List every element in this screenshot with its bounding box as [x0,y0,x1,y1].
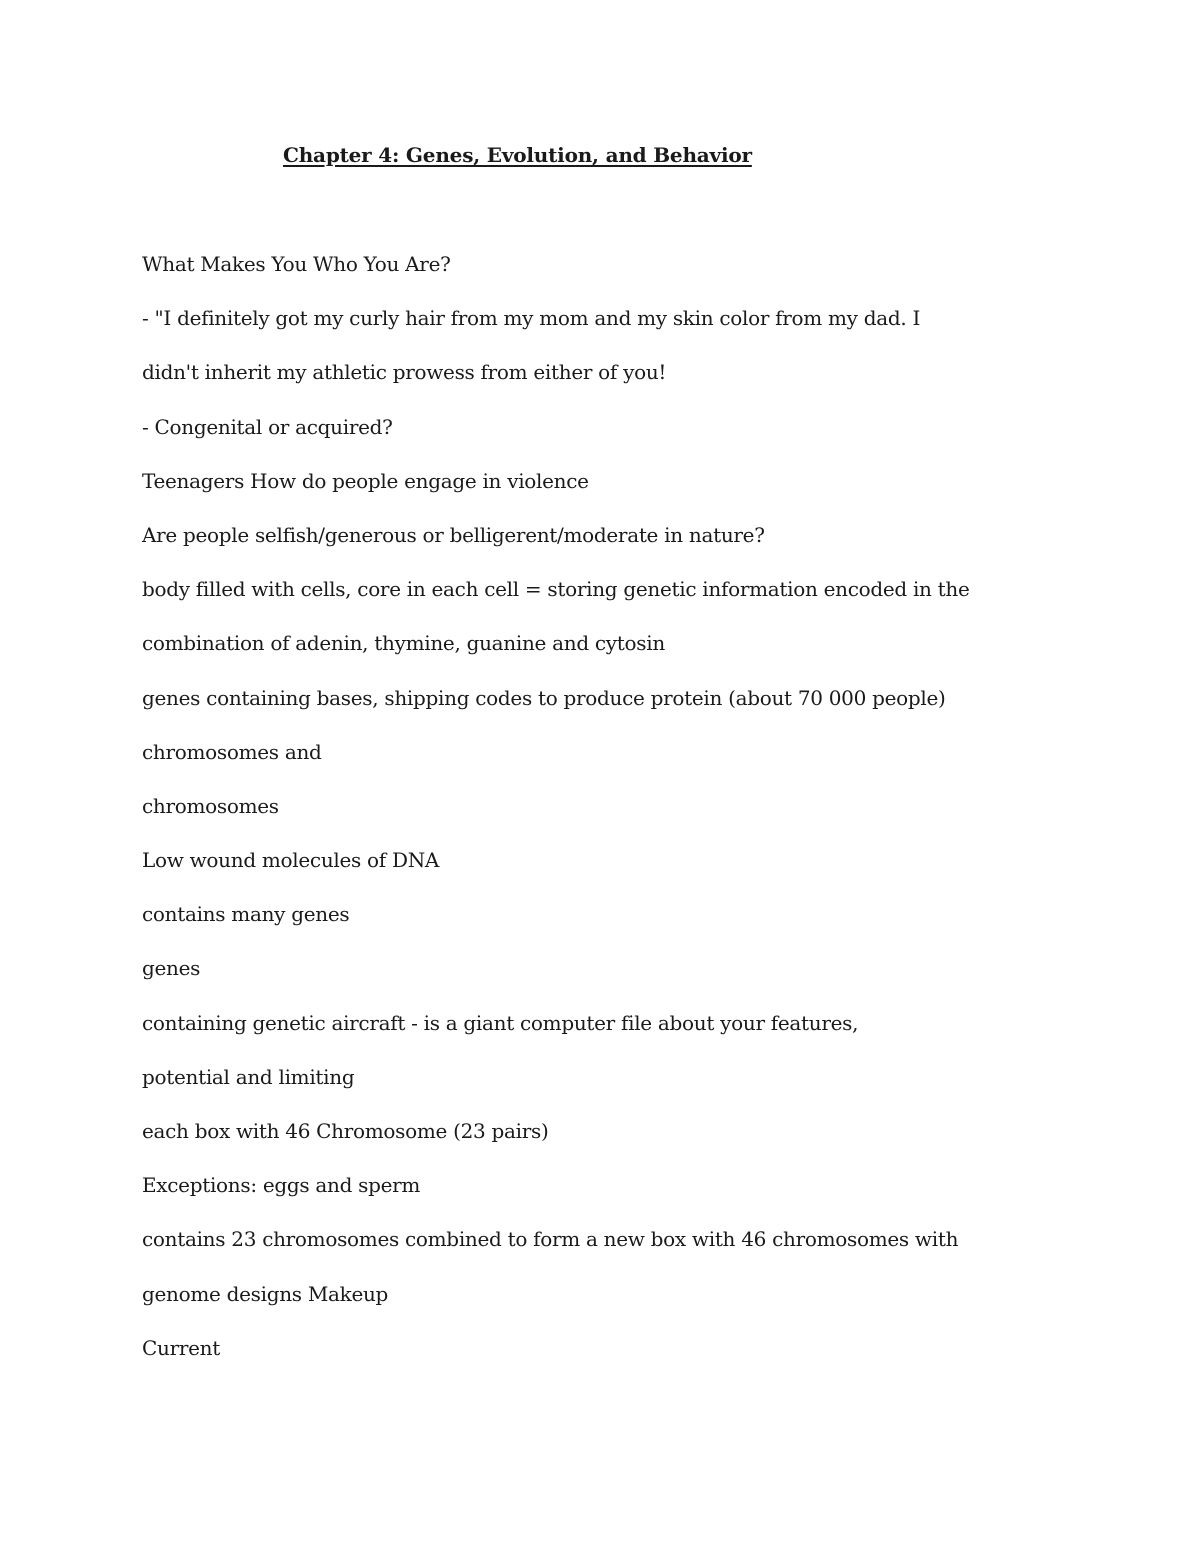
text-line: didn't inherit my athletic prowess from either of you! [142,360,667,385]
text-line: genes containing bases, shipping codes to produce protein (about 70 000 people) [142,685,946,710]
body-text [142,250,1142,1388]
text-line: contains many genes [142,902,350,927]
text-line: body filled with cells, core in each cell = storing genetic information encoded in the [142,577,970,602]
text-line: Low wound molecules of DNA [142,848,440,873]
text-line: chromosomes and [142,739,322,764]
text-line: - Congenital or acquired? [142,414,393,439]
chapter-title: Chapter 4: Genes, Evolution, and Behavior [283,143,752,167]
text-line: - "I definitely got my curly hair from my mom and my skin color from my dad. I [142,306,921,331]
text-line: each box with 46 Chromosome (23 pairs) [142,1119,549,1143]
text-line: chromosomes [142,793,279,818]
text-line: containing genetic aircraft - is a giant computer file about your features, [142,1010,859,1035]
text-line: Exceptions: eggs and sperm [142,1173,421,1198]
text-line: contains 23 chromosomes combined to form a new box with 46 chromosomes with [142,1227,959,1252]
text-line: genome designs Makeup [142,1281,389,1306]
text-line: Teenagers How do people engage in violence [142,468,589,493]
text-line: potential and limiting [142,1064,355,1089]
text-line: Are people selfish/generous or belligerent/moderate in nature? [142,522,765,547]
text-line: Current [142,1335,220,1360]
text-line: combination of adenin, thymine, guanine and cytosin [142,631,665,656]
text-line: What Makes You Who You Are? [142,252,451,276]
text-line: genes [142,956,201,981]
